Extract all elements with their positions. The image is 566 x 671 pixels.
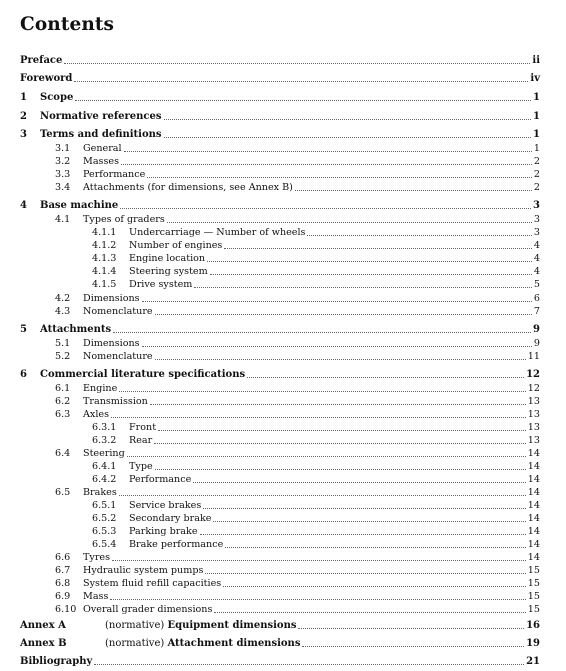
- toc-entry-page: 9: [533, 324, 540, 335]
- toc-entry[interactable]: [0, 512, 566, 525]
- toc-entry-number: 4.1.4: [92, 266, 117, 277]
- dot-leader: [200, 525, 526, 535]
- toc-entry[interactable]: [0, 473, 566, 486]
- toc-entry-number: 4.1.3: [92, 253, 117, 264]
- toc-entry-number: 3: [20, 129, 27, 140]
- toc-entry-page: 21: [526, 656, 540, 667]
- toc-entry[interactable]: [0, 619, 566, 632]
- toc-entry[interactable]: [0, 91, 566, 104]
- dot-leader: [75, 91, 531, 101]
- toc-entry-page: 14: [527, 448, 540, 459]
- toc-entry-number: 6.5: [55, 487, 71, 498]
- toc-entry-label: Brake performance: [129, 539, 224, 550]
- toc-entry-number: 3.3: [55, 169, 71, 180]
- dot-leader: [121, 155, 532, 165]
- toc-entry-number: 4.2: [55, 293, 71, 304]
- toc-entry[interactable]: [0, 226, 566, 239]
- dot-leader: [119, 486, 526, 496]
- toc-entry-page: 14: [527, 513, 540, 524]
- toc-entry-page: 4: [533, 266, 540, 277]
- toc-entry-number: 2: [20, 111, 27, 122]
- toc-entry-label: General: [83, 143, 122, 154]
- toc-entry[interactable]: [0, 577, 566, 590]
- toc-entry-number: 6.4: [55, 448, 71, 459]
- toc-entry[interactable]: [0, 395, 566, 408]
- dot-leader: [154, 434, 526, 444]
- toc-entry-page: 19: [526, 638, 540, 649]
- toc-entry-label: Axles: [83, 409, 110, 420]
- toc-entry-page: 13: [527, 422, 540, 433]
- dot-leader: [210, 265, 532, 275]
- toc-entry-label: Mass: [83, 591, 109, 602]
- toc-entry-page: 1: [533, 111, 540, 122]
- toc-entry-label: Nomenclature: [83, 351, 153, 362]
- toc-entry-number: Annex A: [20, 620, 66, 631]
- toc-entry-page: ii: [532, 55, 540, 66]
- toc-entry[interactable]: [0, 155, 566, 168]
- toc-entry-page: 14: [527, 487, 540, 498]
- toc-entry-label: Drive system: [129, 279, 193, 290]
- toc-entry-number: 4.1.2: [92, 240, 117, 251]
- toc-entry-number: 6.1: [55, 383, 71, 394]
- toc-entry-number: 5.1: [55, 338, 71, 349]
- toc-entry[interactable]: [0, 637, 566, 650]
- toc-entry-number: 4.1.1: [92, 227, 117, 238]
- toc-entry-label: Dimensions: [83, 293, 140, 304]
- toc-entry[interactable]: [0, 551, 566, 564]
- toc-entry-number: 6.7: [55, 565, 71, 576]
- toc-entry-number: 4.1: [55, 214, 71, 225]
- toc-entry[interactable]: [0, 128, 566, 141]
- page-title: Contents: [20, 14, 115, 35]
- toc-entry[interactable]: [0, 486, 566, 499]
- toc-entry-page: 6: [533, 293, 540, 304]
- toc-entry-page: 15: [527, 591, 540, 602]
- dot-leader: [112, 551, 526, 561]
- toc-entry-label: Masses: [83, 156, 119, 167]
- dot-leader: [307, 226, 532, 236]
- toc-entry-number: 6.5.1: [92, 500, 117, 511]
- toc-entry-page: 2: [533, 169, 540, 180]
- toc-entry[interactable]: [0, 460, 566, 473]
- dot-leader: [295, 181, 532, 191]
- toc-entry[interactable]: [0, 564, 566, 577]
- toc-entry-label: Bibliography: [20, 656, 93, 667]
- toc-entry-number: 6: [20, 369, 27, 380]
- toc-entry[interactable]: [0, 213, 566, 226]
- toc-entry-label: Preface: [20, 55, 63, 66]
- annex-title: Equipment dimensions: [167, 620, 297, 631]
- toc-entry-page: 9: [533, 338, 540, 349]
- dot-leader: [127, 447, 526, 457]
- toc-entry[interactable]: [0, 408, 566, 421]
- dot-leader: [111, 408, 526, 418]
- toc-entry-label: Foreword: [20, 73, 73, 84]
- toc-entry-page: 4: [533, 253, 540, 264]
- toc-entry-label: Rear: [129, 435, 153, 446]
- toc-entry-label: Tyres: [83, 552, 111, 563]
- toc-entry-label: Service brakes: [129, 500, 202, 511]
- toc-entry-label: Number of engines: [129, 240, 223, 251]
- dot-leader: [155, 305, 532, 315]
- annex-type: (normative): [105, 620, 165, 631]
- toc-entry[interactable]: [0, 239, 566, 252]
- toc-entry-label: Base machine: [40, 200, 119, 211]
- toc-entry[interactable]: [0, 142, 566, 155]
- toc-entry[interactable]: [0, 368, 566, 381]
- toc-entry-page: 1: [533, 129, 540, 140]
- toc-entry[interactable]: [0, 382, 566, 395]
- dot-leader: [124, 142, 532, 152]
- toc-entry-label: Nomenclature: [83, 306, 153, 317]
- toc-entry-page: 7: [533, 306, 540, 317]
- dot-leader: [155, 460, 526, 470]
- toc-entry-label: Types of graders: [83, 214, 165, 225]
- dot-leader: [164, 110, 531, 120]
- dot-leader: [158, 421, 526, 431]
- toc-entry-label: Overall grader dimensions: [83, 604, 213, 615]
- toc-entry-number: 6.5.2: [92, 513, 117, 524]
- toc-entry-page: 16: [526, 620, 540, 631]
- toc-entry[interactable]: [0, 525, 566, 538]
- toc-entry-label: Engine: [83, 383, 118, 394]
- toc-entry-number: 6.9: [55, 591, 71, 602]
- toc-entry-label: Scope: [40, 92, 74, 103]
- toc-entry-number: 4: [20, 200, 27, 211]
- dot-leader: [193, 473, 526, 483]
- dot-leader: [214, 603, 526, 613]
- toc-entry-label: Commercial literature specifications: [40, 369, 246, 380]
- toc-entry-number: 3.1: [55, 143, 71, 154]
- toc-entry-label: Attachments (for dimensions, see Annex B): [83, 182, 293, 193]
- toc-entry[interactable]: [0, 305, 566, 318]
- toc-entry[interactable]: [0, 181, 566, 194]
- toc-entry-page: 15: [527, 565, 540, 576]
- toc-entry-page: 2: [533, 156, 540, 167]
- toc-entry-label: Performance: [83, 169, 146, 180]
- annex-title: Attachment dimensions: [167, 638, 301, 649]
- toc-entry-page: 4: [533, 240, 540, 251]
- toc-entry-number: 6.4.2: [92, 474, 117, 485]
- toc-entry-number: 6.3: [55, 409, 71, 420]
- toc-entry[interactable]: [0, 72, 566, 85]
- toc-entry-label: Dimensions: [83, 338, 140, 349]
- toc-entry-label: Engine location: [129, 253, 206, 264]
- toc-entry-label: Transmission: [83, 396, 148, 407]
- dot-leader: [110, 590, 526, 600]
- toc-entry-page: 1: [533, 92, 540, 103]
- toc-entry[interactable]: [0, 199, 566, 212]
- toc-entry-label: Normative references: [40, 111, 162, 122]
- toc-entry-page: 1: [533, 143, 540, 154]
- dot-leader: [167, 213, 532, 223]
- toc-entry[interactable]: [0, 54, 566, 67]
- dot-leader: [150, 395, 526, 405]
- toc-entry-number: 6.8: [55, 578, 71, 589]
- dot-leader: [205, 564, 526, 574]
- dot-leader: [298, 619, 524, 629]
- toc-entry-label: Parking brake: [129, 526, 198, 537]
- dot-leader: [225, 538, 526, 548]
- toc-entry[interactable]: [0, 110, 566, 123]
- toc-entry-number: 3.4: [55, 182, 71, 193]
- toc-entry-page: 15: [527, 578, 540, 589]
- toc-entry-number: 1: [20, 92, 27, 103]
- toc-entry-number: 3.2: [55, 156, 71, 167]
- toc-entry-label: Performance: [129, 474, 192, 485]
- toc-entry[interactable]: [0, 655, 566, 668]
- toc-entry[interactable]: [0, 350, 566, 363]
- dot-leader: [94, 655, 524, 665]
- toc-entry[interactable]: [0, 603, 566, 616]
- dot-leader: [203, 499, 526, 509]
- dot-leader: [224, 239, 532, 249]
- toc-entry-page: 11: [527, 351, 540, 362]
- toc-entry-label: [105, 637, 300, 650]
- dot-leader: [64, 54, 530, 64]
- toc-entry-page: 15: [527, 604, 540, 615]
- toc-entry-number: 6.10: [55, 604, 77, 615]
- toc-entry-number: Annex B: [20, 638, 67, 649]
- toc-entry[interactable]: [0, 278, 566, 291]
- toc-entry-page: 3: [533, 227, 540, 238]
- toc-entry-label: Front: [129, 422, 157, 433]
- toc-entry[interactable]: [0, 265, 566, 278]
- dot-leader: [147, 168, 532, 178]
- toc-entry-label: Hydraulic system pumps: [83, 565, 204, 576]
- toc-entry[interactable]: [0, 323, 566, 336]
- dot-leader: [155, 350, 526, 360]
- toc-entry-page: 14: [527, 526, 540, 537]
- toc-entry-page: 5: [533, 279, 540, 290]
- toc-entry[interactable]: [0, 252, 566, 265]
- toc-entry[interactable]: [0, 337, 566, 350]
- dot-leader: [213, 512, 526, 522]
- dot-leader: [194, 278, 532, 288]
- toc-entry-page: 14: [527, 474, 540, 485]
- toc-entry-number: 5.2: [55, 351, 71, 362]
- toc-entry-label: Terms and definitions: [40, 129, 162, 140]
- toc-entry-number: 4.1.5: [92, 279, 117, 290]
- toc-entry-label: System fluid refill capacities: [83, 578, 222, 589]
- toc-entry-page: 2: [533, 182, 540, 193]
- toc-entry-number: 6.3.2: [92, 435, 117, 446]
- dot-leader: [74, 72, 528, 82]
- toc-entry-label: Secondary brake: [129, 513, 212, 524]
- toc-entry-number: 5: [20, 324, 27, 335]
- toc-entry-number: 6.2: [55, 396, 71, 407]
- toc-entry-label: Attachments: [40, 324, 112, 335]
- toc-entry[interactable]: [0, 168, 566, 181]
- toc-entry-label: Brakes: [83, 487, 117, 498]
- toc-entry[interactable]: [0, 434, 566, 447]
- dot-leader: [223, 577, 526, 587]
- toc-entry-label: [105, 619, 296, 632]
- toc-entry-page: 13: [527, 435, 540, 446]
- dot-leader: [247, 368, 524, 378]
- dot-leader: [119, 382, 526, 392]
- toc-entry-page: 14: [527, 461, 540, 472]
- dot-leader: [120, 199, 531, 209]
- toc-entry[interactable]: [0, 292, 566, 305]
- toc-entry-page: 12: [527, 383, 540, 394]
- toc-entry-label: Type: [129, 461, 153, 472]
- toc-entry[interactable]: [0, 538, 566, 551]
- toc-entry-number: 6.3.1: [92, 422, 117, 433]
- toc-entry[interactable]: [0, 447, 566, 460]
- toc-entry-page: 14: [527, 500, 540, 511]
- dot-leader: [142, 292, 532, 302]
- toc-entry-number: 6.6: [55, 552, 71, 563]
- toc-entry-label: Steering system: [129, 266, 208, 277]
- annex-type: (normative): [105, 638, 165, 649]
- toc-entry-label: Steering: [83, 448, 125, 459]
- toc-entry-page: iv: [530, 73, 540, 84]
- dot-leader: [207, 252, 532, 262]
- toc-entry-page: 3: [533, 214, 540, 225]
- toc-entry-page: 3: [533, 200, 540, 211]
- toc-entry-number: 6.5.3: [92, 526, 117, 537]
- toc-entry-number: 6.4.1: [92, 461, 117, 472]
- toc-entry-label: Undercarriage — Number of wheels: [129, 227, 306, 238]
- dot-leader: [113, 323, 531, 333]
- dot-leader: [164, 128, 531, 138]
- dot-leader: [302, 637, 524, 647]
- toc-entry[interactable]: [0, 590, 566, 603]
- toc-entry-page: 13: [527, 409, 540, 420]
- toc-entry-page: 12: [526, 369, 540, 380]
- toc-entry[interactable]: [0, 499, 566, 512]
- toc-entry-number: 4.3: [55, 306, 71, 317]
- toc-entry-page: 14: [527, 552, 540, 563]
- toc-entry-number: 6.5.4: [92, 539, 117, 550]
- dot-leader: [142, 337, 532, 347]
- toc-entry-page: 14: [527, 539, 540, 550]
- toc-entry-page: 13: [527, 396, 540, 407]
- toc-entry[interactable]: [0, 421, 566, 434]
